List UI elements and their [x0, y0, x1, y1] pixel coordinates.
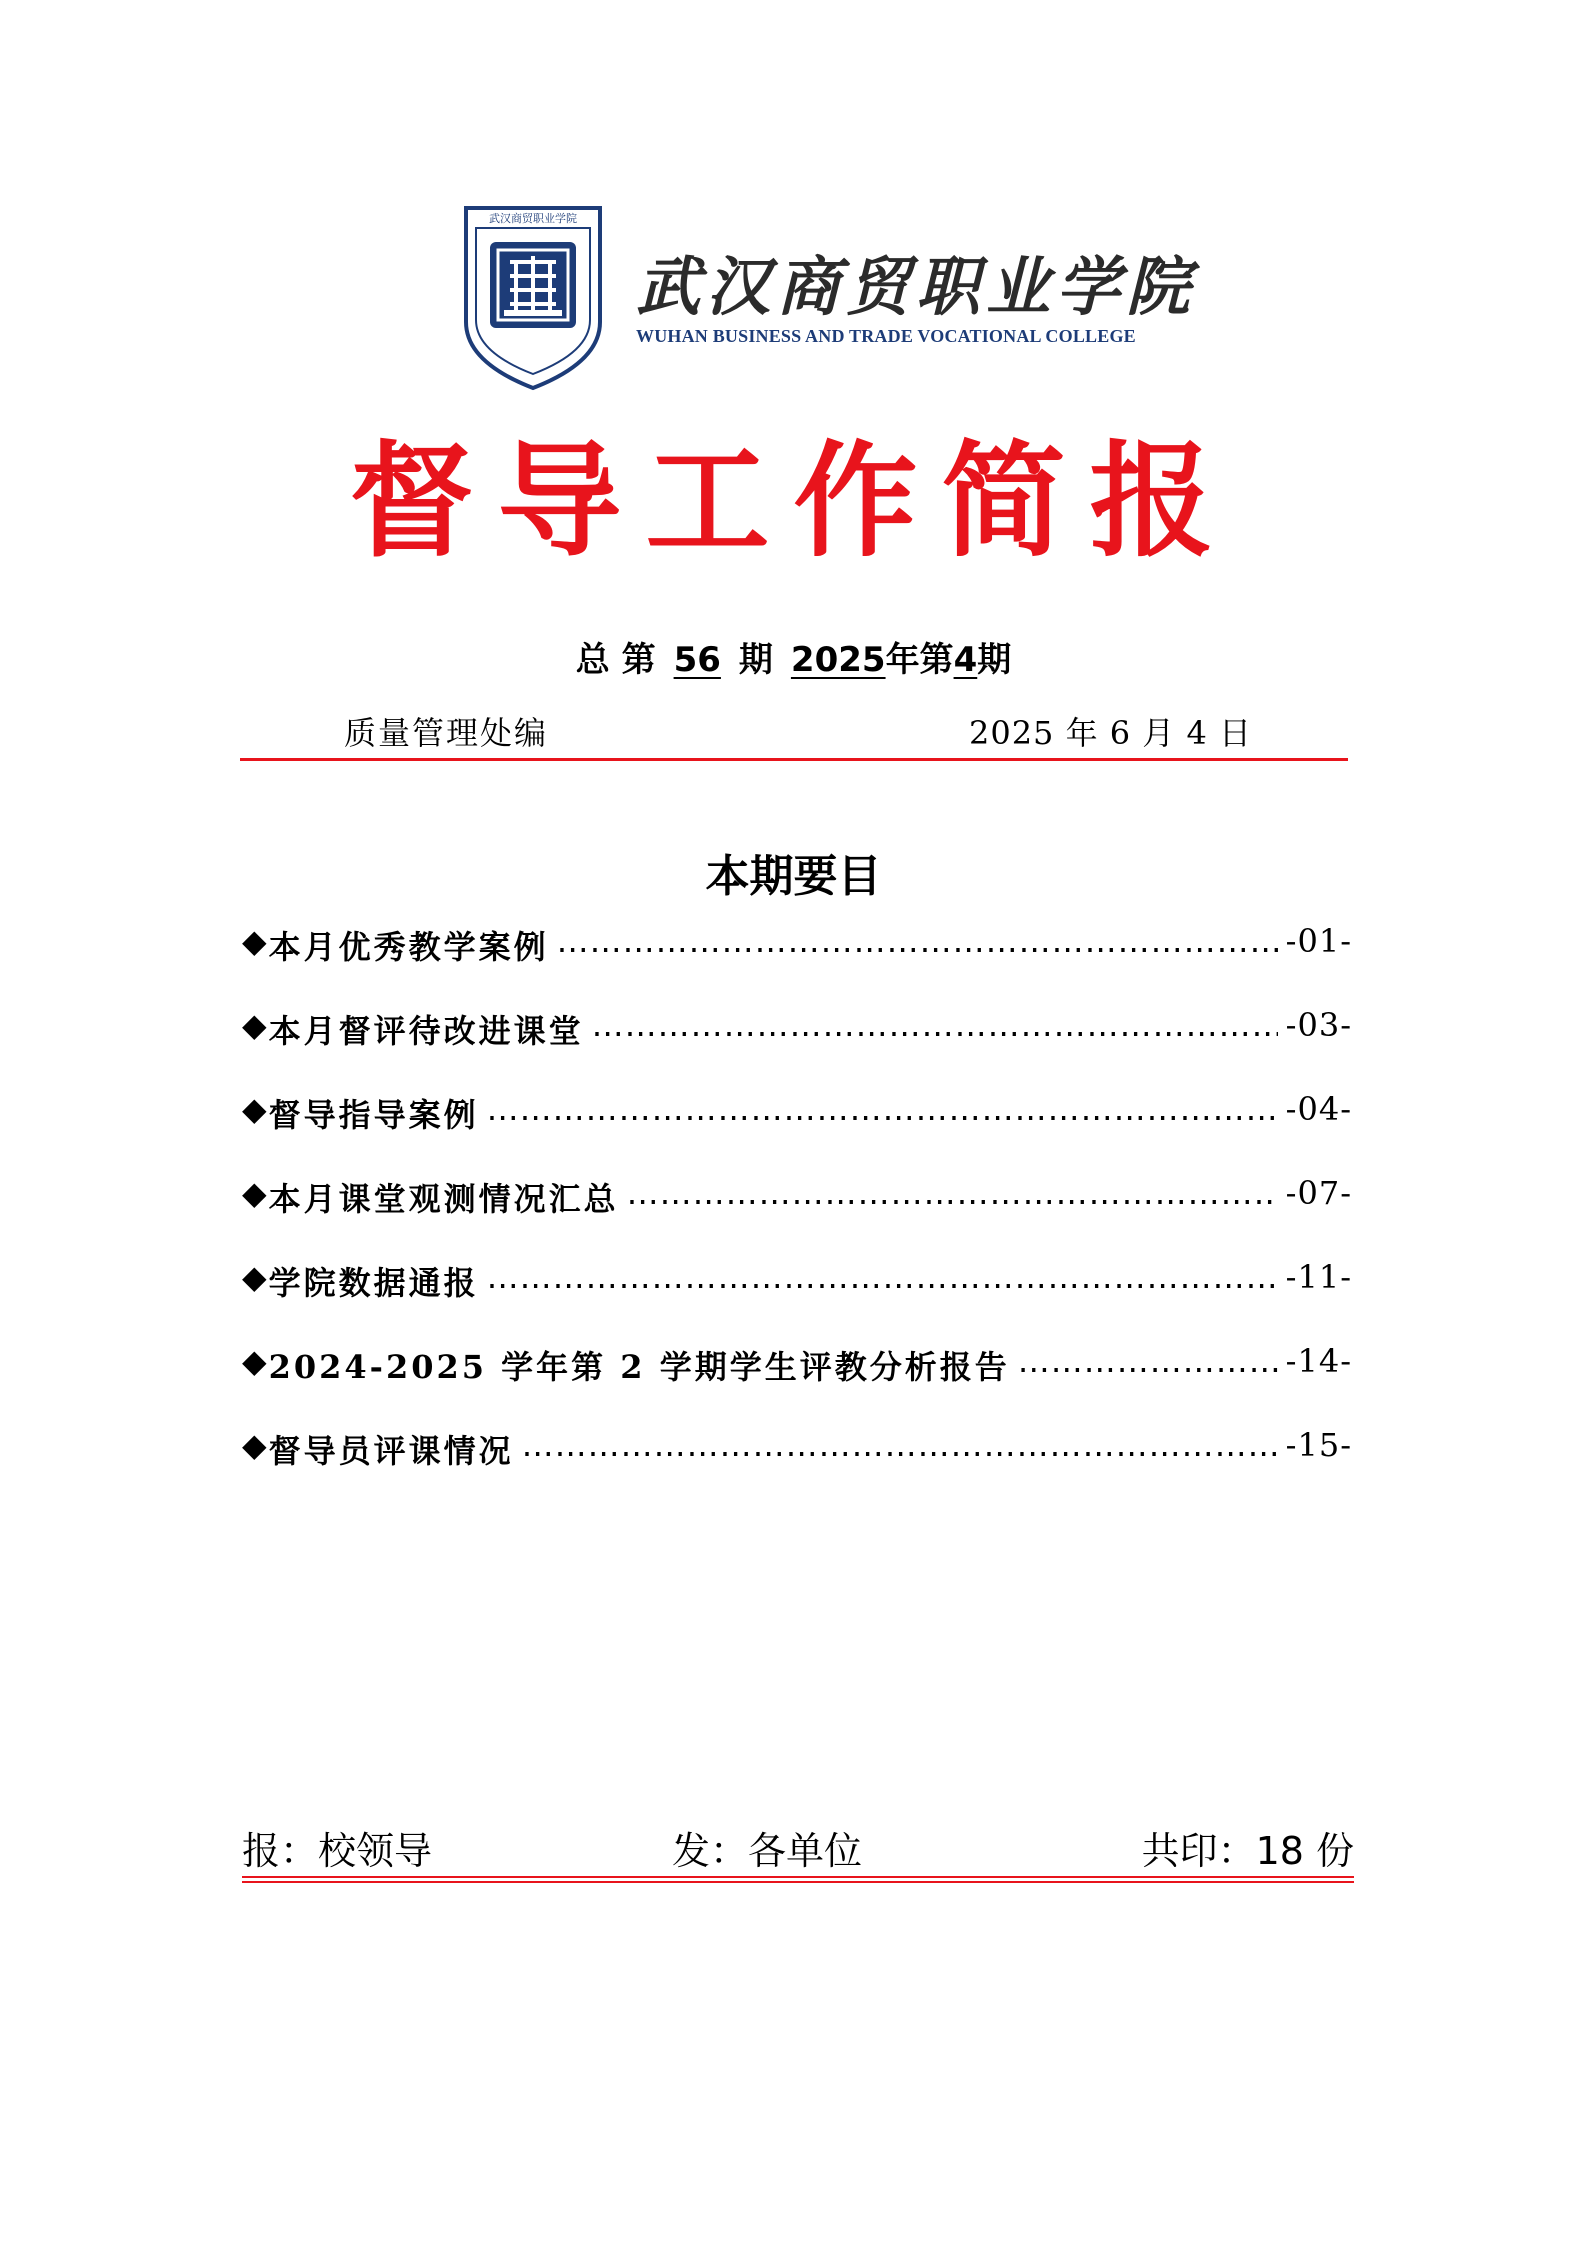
diamond-bullet-icon: ◆ [242, 922, 267, 960]
toc-item[interactable] [242, 1174, 1352, 1258]
toc-item-label: 督导指导案例 [268, 1096, 479, 1134]
toc-leader-dots [487, 1258, 1278, 1296]
report-to: 报：校领导 [242, 1829, 433, 1873]
issue-number-suffix: 期 [977, 640, 1012, 680]
college-name-en: WUHAN BUSINESS AND TRADE VOCATIONAL COLLEGE [636, 326, 1136, 346]
toc-item-page: -01- [1285, 922, 1352, 960]
college-name-cn: 武汉商贸职业学院 [636, 250, 1196, 325]
table-of-contents [242, 922, 1352, 1510]
toc-leader-dots [557, 922, 1278, 960]
footer-double-divider [242, 1876, 1354, 1884]
diamond-bullet-icon: ◆ [242, 1006, 267, 1044]
footer-divider-line [242, 1881, 1354, 1883]
toc-item-page: -11- [1285, 1258, 1352, 1296]
toc-item-page: -04- [1285, 1090, 1352, 1128]
college-seal-icon [460, 202, 606, 392]
issue-line [0, 632, 1587, 681]
toc-item[interactable] [242, 1090, 1352, 1174]
diamond-bullet-icon: ◆ [242, 1258, 267, 1296]
toc-item[interactable] [242, 1258, 1352, 1342]
diamond-bullet-icon: ◆ [242, 1426, 267, 1464]
seal-top-text: 武汉商贸职业学院 [489, 212, 577, 225]
publish-date: 2025 年 6 月 4 日 [968, 714, 1252, 752]
diamond-bullet-icon: ◆ [242, 1342, 267, 1380]
issue-year-suffix: 年第 [885, 640, 954, 680]
issue-total-number: 56 [673, 640, 721, 680]
issue-number-in-year: 4 [953, 640, 978, 680]
toc-item-page: -03- [1285, 1006, 1352, 1044]
toc-heading: 本期要目 [705, 851, 882, 902]
diamond-bullet-icon: ◆ [242, 1174, 267, 1212]
toc-item[interactable] [242, 1006, 1352, 1090]
toc-item-label: 本月课堂观测情况汇总 [268, 1180, 619, 1218]
editor-row [240, 708, 1348, 752]
diamond-bullet-icon: ◆ [242, 1090, 267, 1128]
copies-printed: 共印：18 份 [1141, 1829, 1354, 1873]
send-to: 发：各单位 [672, 1829, 863, 1873]
header-divider [240, 758, 1348, 761]
toc-leader-dots [487, 1090, 1278, 1128]
issue-prefix: 总 第 [575, 640, 656, 680]
issue-total-suffix: 期 [738, 640, 773, 680]
toc-item-label: 本月优秀教学案例 [268, 928, 549, 966]
college-logo [460, 202, 1196, 392]
toc-item-page: -14- [1285, 1342, 1352, 1380]
toc-item[interactable] [242, 1342, 1352, 1426]
toc-item[interactable] [242, 922, 1352, 1006]
distribution-row [242, 1820, 1354, 1876]
toc-item-page: -07- [1285, 1174, 1352, 1212]
toc-leader-dots [522, 1426, 1278, 1464]
toc-item-label: 督导员评课情况 [268, 1432, 514, 1470]
toc-item-page: -15- [1285, 1426, 1352, 1464]
toc-item[interactable] [242, 1426, 1352, 1510]
toc-leader-dots [627, 1174, 1278, 1212]
bulletin-title: 督导工作简报 [349, 430, 1238, 574]
toc-leader-dots [1018, 1342, 1278, 1380]
toc-item-label: 2024-2025 学年第 2 学期学生评教分析报告 [268, 1348, 1010, 1386]
footer-divider-line [242, 1876, 1354, 1878]
editor-name: 质量管理处编 [344, 714, 549, 752]
issue-year: 2025 [790, 640, 886, 680]
toc-leader-dots [592, 1006, 1278, 1044]
toc-item-label: 本月督评待改进课堂 [268, 1012, 584, 1050]
toc-item-label: 学院数据通报 [268, 1264, 479, 1302]
